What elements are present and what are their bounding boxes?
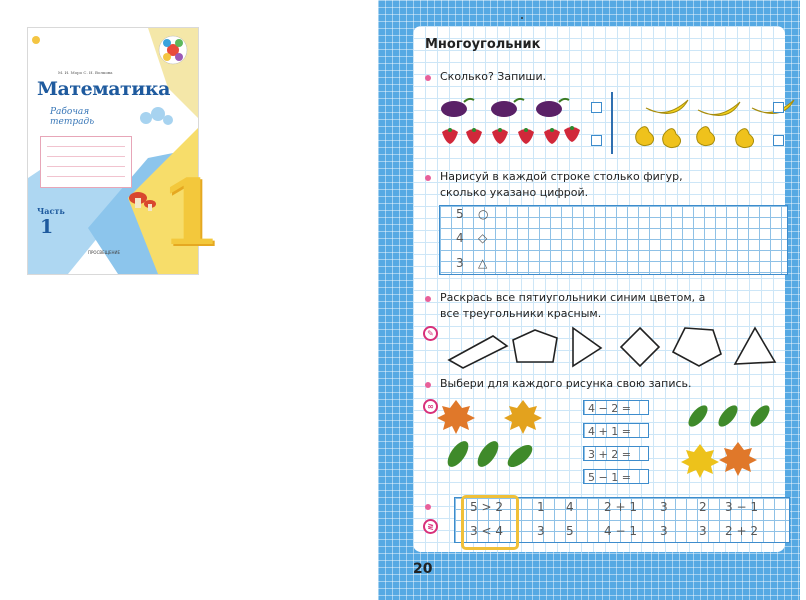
task5-r1-c7: 3 − 1 (725, 500, 758, 514)
circle-shape-icon: ○ (478, 207, 489, 221)
task5-r2-c6: 3 (699, 524, 707, 538)
task5-r1-c3: 4 (566, 500, 574, 514)
bananas-icon (646, 100, 794, 115)
compare-icon: ≷ (423, 519, 438, 534)
answer-box-pears[interactable] (773, 135, 784, 146)
polygons-to-color (445, 322, 785, 372)
task5-r2-c1: 3 < 4 (470, 524, 503, 538)
task2-text-line2: сколько указано цифрой. (440, 186, 589, 199)
plums-icon (441, 99, 569, 117)
task5-bullet (425, 504, 431, 510)
equation-box-3[interactable]: 3 + 2 = (583, 446, 649, 461)
cover-authors: М. И. Моро С. И. Волкова (58, 70, 113, 75)
rhombus-shape (621, 328, 659, 366)
link-icon: ∞ (423, 399, 438, 414)
triangle-shape-2 (735, 328, 775, 364)
task5-r1-c6: 2 (699, 500, 707, 514)
task3-text-line1: Раскрась все пятиугольники синим цветом, а (440, 291, 706, 304)
pencil-icon: ✎ (423, 326, 438, 341)
cover-part-number: 1 (40, 216, 54, 238)
answer-box-bananas[interactable] (773, 102, 784, 113)
task5-r1-c4: 2 + 1 (604, 500, 637, 514)
task2-row1-number: 5 (456, 207, 464, 221)
cover-name-field (40, 136, 132, 188)
task5-r2-c4: 4 − 1 (604, 524, 637, 538)
page-number: 20 (413, 561, 433, 577)
parallelogram-shape (449, 336, 507, 368)
cover-subtitle (50, 107, 94, 127)
task5-r2-c2: 3 (537, 524, 545, 538)
equation-box-1[interactable]: 4 − 2 = (583, 400, 649, 415)
task1-bullet (425, 75, 431, 81)
task1-pictures (436, 90, 806, 160)
task2-row2-number: 4 (456, 231, 464, 245)
page-mark (521, 17, 523, 19)
triangle-shape-icon: △ (478, 256, 488, 270)
task1-text: Сколько? Запиши. (440, 70, 547, 83)
column-divider (611, 92, 613, 154)
task2-text-line1: Нарисуй в каждой строке столько фигур, (440, 170, 683, 183)
pentagon-shape-2 (673, 328, 721, 366)
pentagon-shape-1 (513, 330, 557, 362)
task3-text-line2: все треугольники красным. (440, 307, 602, 320)
cover-subtitle-line1: Рабочая (50, 107, 90, 117)
task3-bullet (425, 296, 431, 302)
strawberries-icon (442, 127, 580, 144)
cover-publisher: ПРОСВЕЩЕНИЕ (88, 250, 121, 255)
task4-text: Выбери для каждого рисунка свою запись. (440, 377, 692, 390)
cover-part-label: Часть (37, 206, 65, 216)
page-heading: Многоугольник (425, 37, 541, 52)
task5-r1-c5: 3 (660, 500, 668, 514)
task5-r1-c2: 1 (537, 500, 545, 514)
answer-box-strawberries[interactable] (591, 135, 602, 146)
task5-r2-c7: 2 + 2 (725, 524, 758, 538)
drawing-grid[interactable] (439, 205, 788, 275)
task5-r1-c1: 5 > 2 (470, 500, 503, 514)
workbook-cover (27, 27, 222, 275)
pears-icon (636, 127, 754, 148)
triangle-shape-1 (573, 328, 601, 366)
answer-box-plums[interactable] (591, 102, 602, 113)
cover-title: Математика (37, 78, 170, 100)
task5-r2-c3: 5 (566, 524, 574, 538)
task2-bullet (425, 175, 431, 181)
equation-box-2[interactable]: 4 + 1 = (583, 423, 649, 438)
equation-box-4[interactable]: 5 − 1 = (583, 469, 649, 484)
task4-bullet (425, 382, 431, 388)
task5-r2-c5: 3 (660, 524, 668, 538)
rhombus-shape-icon: ◇ (478, 231, 488, 245)
task2-row3-number: 3 (456, 256, 464, 270)
cover-grade-number: 1 (159, 160, 222, 266)
cover-subtitle-line2: тетрадь (50, 117, 95, 127)
